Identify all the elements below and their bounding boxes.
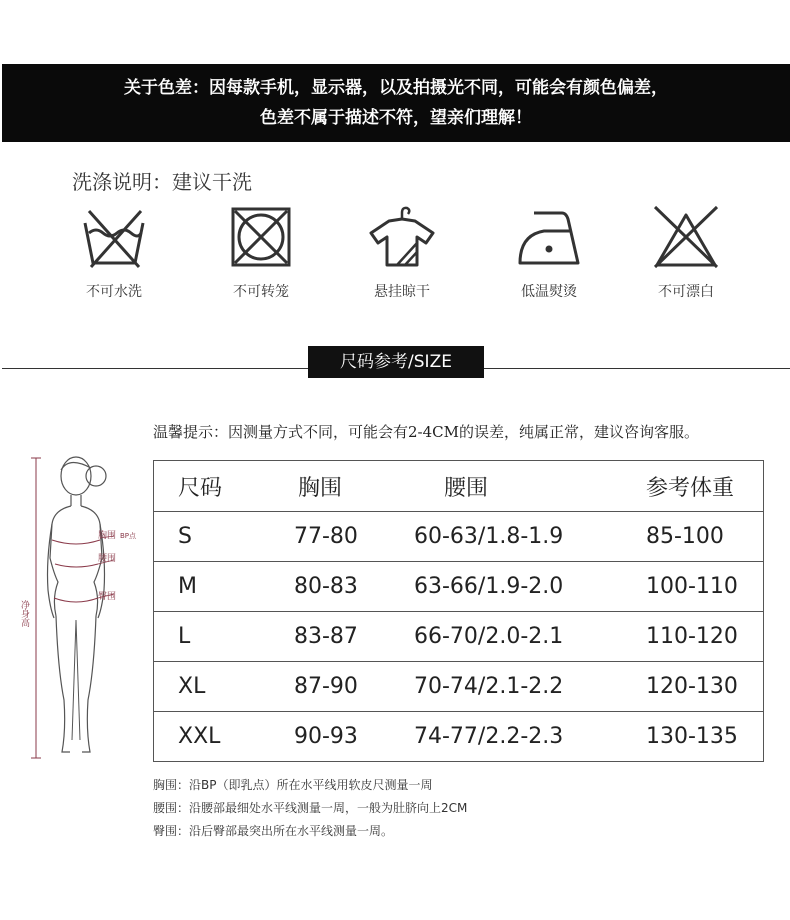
care-label: 低温熨烫 <box>521 284 577 300</box>
table-row <box>154 662 764 712</box>
header-waist: 腰围 <box>394 461 626 512</box>
cell-chest: 83-87 <box>268 612 394 662</box>
measurement-tip: 温馨提示：因测量方式不同，可能会有2-4CM的误差，纯属正常，建议咨询客服。 <box>153 423 699 441</box>
table-row <box>154 712 764 762</box>
figure-label-chest: 胸围 <box>98 531 117 541</box>
table-row <box>154 612 764 662</box>
note-chest: 胸围：沿BP（即乳点）所在水平线用软皮尺测量一周 <box>153 778 433 792</box>
cell-chest: 87-90 <box>268 662 394 712</box>
note-waist: 腰围：沿腰部最细处水平线测量一周，一般为肚脐向上2CM <box>153 801 468 815</box>
cell-size: M <box>154 562 269 612</box>
table-row <box>154 512 764 562</box>
cell-weight: 85-100 <box>626 512 764 562</box>
cell-waist: 60-63/1.8-1.9 <box>394 512 626 562</box>
cell-weight: 120-130 <box>626 662 764 712</box>
cell-waist: 70-74/2.1-2.2 <box>394 662 626 712</box>
cell-weight: 100-110 <box>626 562 764 612</box>
cell-size: L <box>154 612 269 662</box>
cell-waist: 66-70/2.0-2.1 <box>394 612 626 662</box>
care-item-no-tumble <box>206 205 316 301</box>
table-row <box>154 562 764 612</box>
cell-waist: 63-66/1.9-2.0 <box>394 562 626 612</box>
care-item-no-wash <box>59 205 169 301</box>
care-item-hang-dry <box>347 205 457 301</box>
banner-line-1: 关于色差：因每款手机，显示器，以及拍摄光不同，可能会有颜色偏差， <box>124 78 668 98</box>
color-difference-banner <box>2 64 790 142</box>
cell-weight: 110-120 <box>626 612 764 662</box>
figure-label-height: 净身高 <box>19 600 29 627</box>
cell-size: XXL <box>154 712 269 762</box>
header-weight: 参考体重 <box>626 461 764 512</box>
no-bleach-icon <box>651 205 721 269</box>
cell-chest: 90-93 <box>268 712 394 762</box>
table-header-row <box>154 461 764 512</box>
no-tumble-dry-icon <box>226 205 296 269</box>
no-wash-icon <box>79 205 149 269</box>
care-label: 不可漂白 <box>658 284 714 300</box>
cell-waist: 74-77/2.2-2.3 <box>394 712 626 762</box>
hang-dry-icon <box>367 205 437 269</box>
measurement-notes <box>153 774 467 843</box>
figure-label-bp: BP点 <box>120 532 137 540</box>
banner-line-2: 色差不属于描述不符，望亲们理解！ <box>260 108 532 128</box>
wash-instructions-title: 洗涤说明：建议干洗 <box>72 170 252 194</box>
divider-left <box>2 368 308 369</box>
note-hip: 臀围：沿后臀部最突出所在水平线测量一周。 <box>153 824 394 838</box>
size-chart-table <box>153 460 764 762</box>
body-figure-illustration <box>14 440 146 765</box>
figure-label-hip: 臀围 <box>98 592 117 602</box>
figure-label-waist: 腰围 <box>98 554 117 564</box>
cell-weight: 130-135 <box>626 712 764 762</box>
header-size: 尺码 <box>154 461 269 512</box>
cell-chest: 77-80 <box>268 512 394 562</box>
size-section-title: 尺码参考/SIZE <box>308 346 484 378</box>
cell-chest: 80-83 <box>268 562 394 612</box>
cell-size: S <box>154 512 269 562</box>
header-chest: 胸围 <box>268 461 394 512</box>
care-label: 不可水洗 <box>86 284 142 300</box>
low-iron-icon <box>514 205 584 269</box>
care-item-low-iron <box>494 205 604 301</box>
care-label: 悬挂晾干 <box>374 284 430 300</box>
care-label: 不可转笼 <box>233 284 289 300</box>
care-item-no-bleach <box>631 205 741 301</box>
cell-size: XL <box>154 662 269 712</box>
divider-right <box>484 368 790 369</box>
